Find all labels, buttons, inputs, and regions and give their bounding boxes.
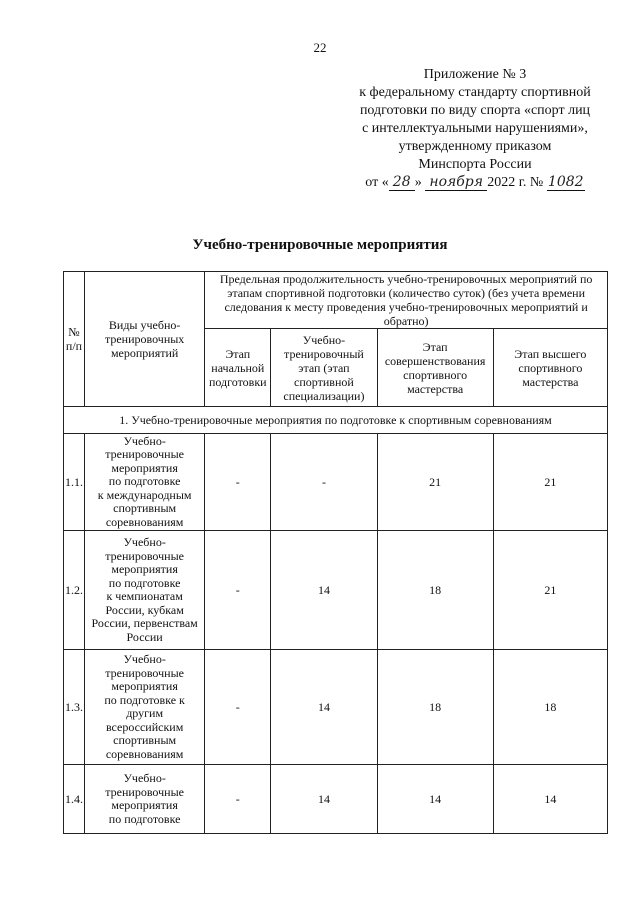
cell-text-line: тренировочные <box>105 784 184 799</box>
value-training: 14 <box>271 650 377 765</box>
row-event-type <box>85 650 205 765</box>
cell-text-line: Учебно- <box>123 652 166 666</box>
cell-text-line: по подготовке <box>108 811 181 826</box>
value-training: 14 <box>271 765 377 834</box>
appendix-line: Приложение № 3 <box>423 67 527 82</box>
table-row <box>64 531 608 650</box>
value-improvement: 14 <box>377 765 493 834</box>
cell-text-line: России, первенствам <box>91 616 198 630</box>
training-events-table <box>63 271 608 834</box>
cell-text-line: по подготовке к <box>104 692 185 707</box>
row-event-type <box>85 531 205 650</box>
table-header-row <box>64 272 608 329</box>
date-month-handwritten: ноября <box>425 174 487 191</box>
appendix-line: к федеральному стандарту спортивной <box>359 85 591 100</box>
cell-text-line: России <box>126 629 163 644</box>
cell-text-line: другим <box>126 706 164 720</box>
cell-text-line: тренировочные <box>105 548 184 563</box>
page-number: 22 <box>313 40 327 55</box>
row-number: 1.4. <box>64 765 85 834</box>
appendix-line: утвержденному приказом <box>398 139 552 154</box>
order-date-line <box>330 174 620 192</box>
value-initial: - <box>205 531 271 650</box>
cell-text-line: по подготовке <box>108 474 181 489</box>
cell-text-line: России, кубкам <box>105 602 184 617</box>
section-row <box>64 407 608 434</box>
date-mid: » <box>414 175 422 190</box>
row-event-type <box>85 765 205 834</box>
cell-text-line: мероприятия <box>111 798 178 812</box>
date-year: 2022 г. № <box>487 175 544 190</box>
header-duration-limit: Предельная продолжительность учебно-тренировочных мероприятий по этапам спортивной подготовки (количество суток) (без учета времени следования к месту проведения учебно-тренировочных мероприятий и обратно) <box>205 272 608 329</box>
cell-text-line: тренировочные <box>105 665 184 680</box>
document-title: Учебно-тренировочные мероприятия <box>192 237 448 253</box>
appendix-line: Минспорта России <box>418 157 532 172</box>
cell-text-line: спортивным <box>113 733 177 747</box>
appendix-block <box>330 66 620 192</box>
header-event-type: Виды учебно-тренировочных мероприятий <box>85 272 205 407</box>
cell-text-line: соревнованиям <box>105 746 184 761</box>
value-higher: 21 <box>493 434 607 531</box>
cell-text-line: Учебно- <box>123 535 166 549</box>
value-higher: 18 <box>493 650 607 765</box>
value-initial: - <box>205 650 271 765</box>
value-initial: - <box>205 434 271 531</box>
cell-text-line: к чемпионатам <box>106 589 183 603</box>
header-stage-higher: Этап высшего спортивного мастерства <box>493 329 607 407</box>
value-improvement: 18 <box>377 650 493 765</box>
order-number-handwritten: 1082 <box>547 174 584 190</box>
value-improvement: 21 <box>377 434 493 531</box>
cell-text-line: мероприятия <box>111 679 178 693</box>
row-number: 1.3. <box>64 650 85 765</box>
row-number: 1.1. <box>64 434 85 531</box>
appendix-line: подготовки по виду спорта «спорт лиц <box>359 103 591 118</box>
appendix-line: с интеллектуальными нарушениями», <box>362 121 588 136</box>
cell-text-line: мероприятия <box>111 460 178 475</box>
row-number: 1.2. <box>64 531 85 650</box>
value-initial: - <box>205 765 271 834</box>
value-higher: 14 <box>493 765 607 834</box>
header-stage-improvement: Этап совершенствования спортивного мастерства <box>377 329 493 407</box>
table-row <box>64 650 608 765</box>
value-training: 14 <box>271 531 377 650</box>
value-training: - <box>271 434 377 531</box>
header-stage-training: Учебно-тренировочный этап (этап спортивной специализации) <box>271 329 377 407</box>
table-row <box>64 434 608 531</box>
value-improvement: 18 <box>377 531 493 650</box>
section-title: 1. Учебно-тренировочные мероприятия по подготовке к спортивным соревнованиям <box>64 407 608 434</box>
cell-text-line: всероссийским <box>105 719 184 734</box>
cell-text-line: Учебно- <box>123 433 166 448</box>
cell-text-line: спортивным <box>113 501 177 516</box>
cell-text-line: тренировочные <box>105 447 184 462</box>
cell-text-line: к международным <box>97 487 192 502</box>
table-row <box>64 765 608 834</box>
value-higher: 21 <box>493 531 607 650</box>
cell-text-line: мероприятия <box>111 562 178 576</box>
cell-text-line: соревнованиям <box>105 514 184 529</box>
header-stage-initial: Этап начальной подготовки <box>205 329 271 407</box>
row-event-type <box>85 434 205 531</box>
header-number: № п/п <box>64 272 85 407</box>
date-day-handwritten: 28 <box>389 174 415 191</box>
cell-text-line: по подготовке <box>108 575 181 590</box>
date-prefix: от « <box>365 175 389 190</box>
cell-text-line: Учебно- <box>123 771 166 785</box>
